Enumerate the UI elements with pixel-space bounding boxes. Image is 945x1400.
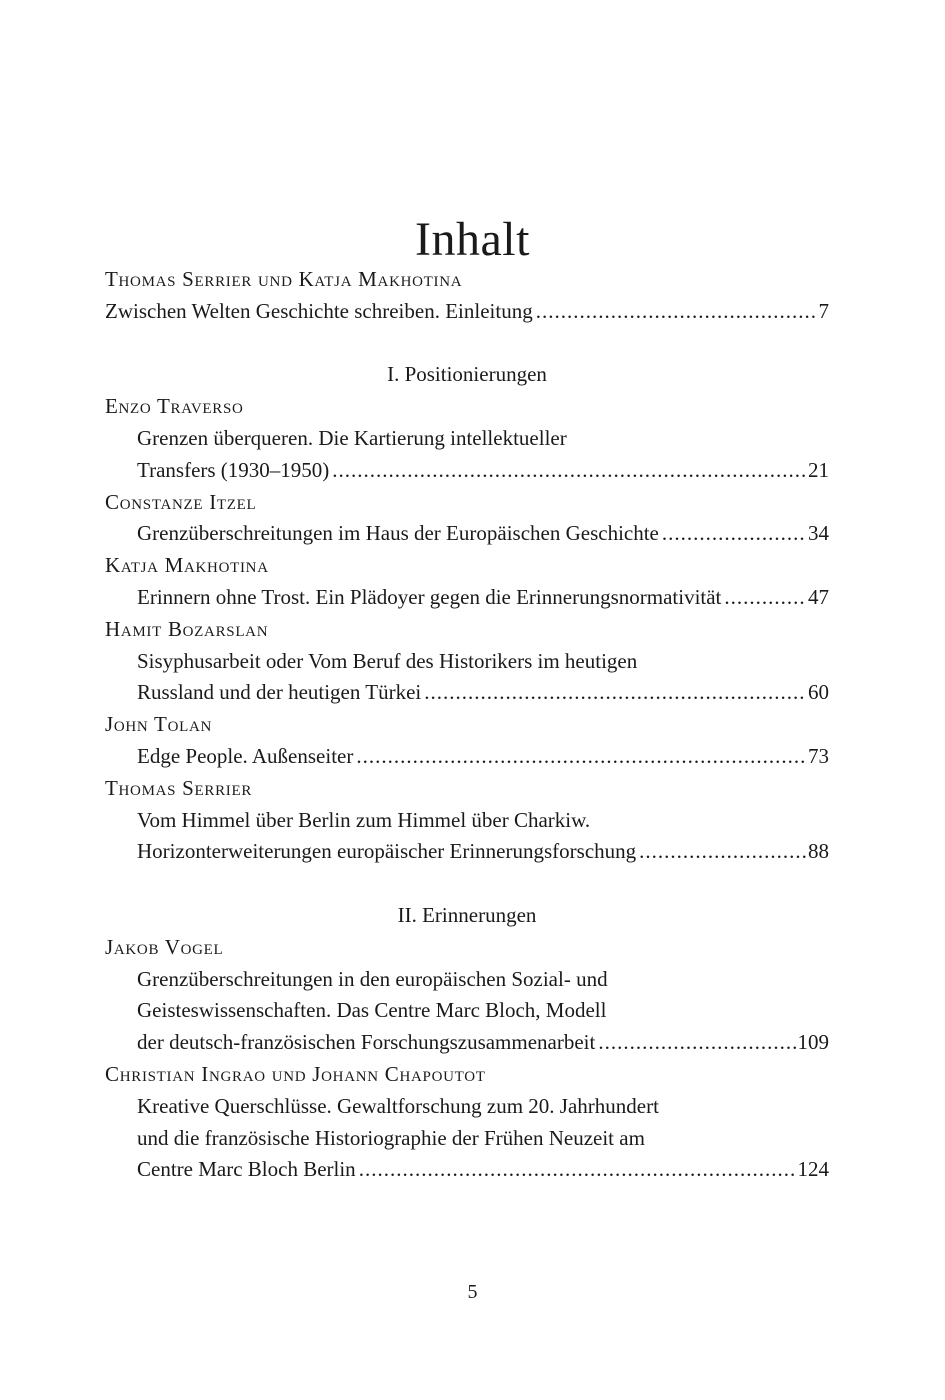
spacer	[105, 868, 829, 900]
toc-author: Katja Makhotina	[105, 553, 269, 578]
toc-entry-title-line: Geisteswissenschaften. Das Centre Marc Bloch, Modell	[137, 998, 607, 1023]
spacer	[105, 328, 829, 360]
toc-entry	[105, 455, 829, 487]
toc-author: Thomas Serrier	[105, 775, 253, 800]
toc-leader-dots	[424, 677, 806, 709]
page-title: Inhalt	[415, 213, 530, 267]
toc-leader-dots	[356, 741, 806, 773]
toc-page-number: 109	[797, 1030, 829, 1055]
toc-author: Jakob Vogel	[105, 934, 224, 959]
toc-entry-title: der deutsch-französischen Forschungszusammenarbeit	[137, 1030, 596, 1055]
section-heading: I. Positionierungen	[387, 362, 547, 387]
toc-author: John Tolan	[105, 712, 213, 737]
toc-entry-title: Russland und der heutigen Türkei	[137, 680, 422, 705]
toc-page-number: 88	[808, 839, 829, 864]
toc-author: Christian Ingrao und Johann Chapoutot	[105, 1061, 486, 1086]
toc-entry-title: Horizonterweiterungen europäischer Erinnerungsforschung	[137, 839, 637, 864]
toc-page-number: 47	[808, 584, 829, 609]
toc-entry-title: Centre Marc Bloch Berlin	[137, 1157, 356, 1182]
toc-entry-title-line: und die französische Historiographie der Frühen Neuzeit am	[137, 1125, 645, 1150]
toc-leader-dots	[639, 836, 806, 868]
toc-entry-title-line: Sisyphusarbeit oder Vom Beruf des Historikers im heutigen	[137, 648, 638, 673]
toc-entry-title-line: Kreative Querschlüsse. Gewaltforschung zum 20. Jahrhundert	[137, 1093, 659, 1118]
toc-entry-title-line: Grenzüberschreitungen in den europäischen Sozial- und	[137, 966, 608, 991]
toc-page-number: 124	[797, 1157, 829, 1182]
toc-leader-dots	[724, 582, 806, 614]
toc-entry	[105, 836, 829, 868]
toc-author: Enzo Traverso	[105, 394, 244, 419]
toc-entry-title: Edge People. Außenseiter	[137, 743, 354, 768]
toc-page-number: 73	[808, 743, 829, 768]
toc-author: Hamit Bozarslan	[105, 616, 269, 641]
section-heading: II. Erinnerungen	[397, 902, 537, 927]
toc-page-number: 21	[808, 457, 829, 482]
toc-entry	[105, 1027, 829, 1059]
page-number: 5	[467, 1281, 478, 1303]
toc-page-number: 34	[808, 521, 829, 546]
toc-leader-dots	[662, 518, 806, 550]
toc-leader-dots	[536, 296, 817, 328]
toc-entry	[105, 677, 829, 709]
table-of-contents	[105, 264, 829, 1186]
toc-entry-title: Zwischen Welten Geschichte schreiben. Einleitung	[105, 298, 533, 323]
toc-entry	[105, 582, 829, 614]
toc-author: Constanze Itzel	[105, 489, 257, 514]
toc-leader-dots	[359, 1154, 796, 1186]
toc-leader-dots	[598, 1027, 795, 1059]
toc-leader-dots	[332, 455, 806, 487]
toc-entry	[105, 741, 829, 773]
toc-author: Thomas Serrier und Katja Makhotina	[105, 267, 463, 291]
toc-entry-title-line: Vom Himmel über Berlin zum Himmel über Charkiw.	[137, 807, 591, 832]
toc-entry	[105, 1154, 829, 1186]
toc-entry-title: Erinnern ohne Trost. Ein Plädoyer gegen die Erinnerungsnormativität	[137, 584, 722, 609]
toc-page-number: 7	[818, 298, 829, 323]
toc-entry-title-line: Grenzen überqueren. Die Kartierung intellektueller	[137, 425, 567, 450]
toc-entry-title: Transfers (1930–1950)	[137, 457, 330, 482]
toc-entry-title: Grenzüberschreitungen im Haus der Europäischen Geschichte	[137, 521, 659, 546]
toc-page-number: 60	[808, 680, 829, 705]
toc-entry	[105, 518, 829, 550]
toc-entry	[105, 296, 829, 328]
